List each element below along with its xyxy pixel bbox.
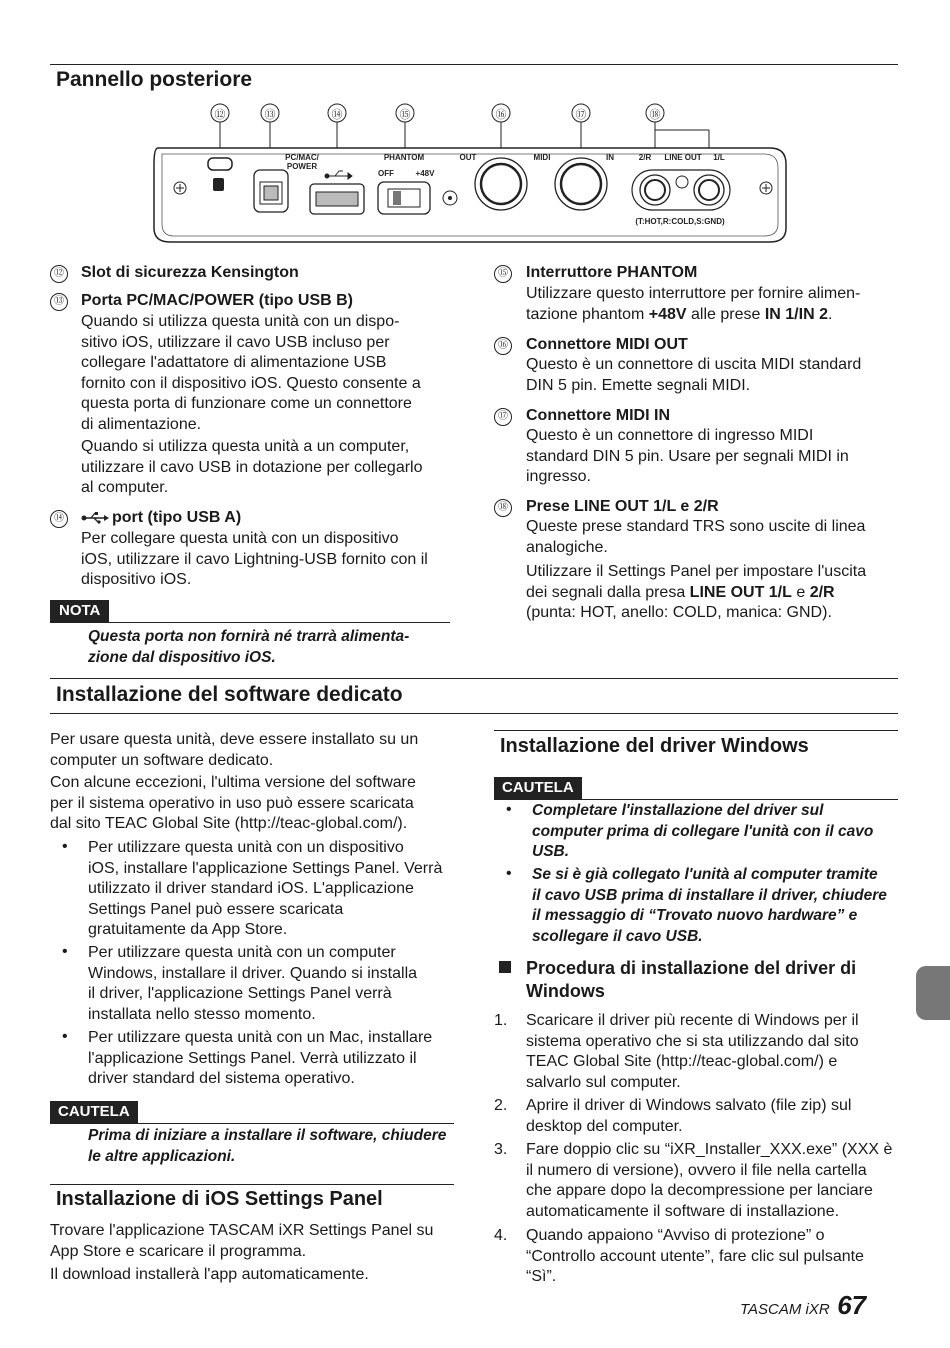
step-number: 4. [494,1227,508,1244]
item-18-paragraph-2: Utilizzare il Settings Panel per impostare l'uscita dei segnali dalla presa LINE OUT 1/L e 2/R (punta: HOT, anello: COLD, manica: GND). [526,563,867,621]
cautela-bullet-1: Completare l'installazione del driver sul computer prima di collegare l'unità con il cavo USB. [532,802,874,860]
install-intro-2: Con alcune eccezioni, l'ultima versione del software per il sistema operativo in uso può essere scaricata dal sito TEAC Global Site (http://teac-global.com/). [50,774,416,832]
label-2r: 2/R [638,153,652,162]
item-15-paragraph: Utilizzare questo interruttore per fornire alimen- tazione phantom +48V alle prese IN 1/IN 2. [526,285,861,323]
item-15-title: Interruttore PHANTOM [526,264,698,281]
install-bullet-mac: Per utilizzare questa unità con un Mac, installare l'applicazione Settings Panel. Verrà utilizzato il driver standard del sistema operativo. [88,1029,433,1087]
bullet-dot: • [62,838,68,855]
item-13-paragraph-1: Quando si utilizza questa unità con un dispo- sitivo iOS, utilizzare il cavo USB incluso per collegare l'adattatore di alimentazione USB fornito con il dispositivo iOS. Questo consente a questa porta di funzionare come un connettore di alimentazione. [81,313,421,433]
callout-17: ⑰ [575,109,587,121]
item-17-number: ⑰ [494,408,512,426]
callout-13: ⑬ [264,109,276,121]
page-footer [740,1290,866,1321]
label-off: OFF [378,169,394,178]
cautela-text-install: Prima di iniziare a installare il software, chiudere le altre applicazioni. [88,1127,447,1165]
item-18-title: Prese LINE OUT 1/L e 2/R [526,498,719,515]
step-1: Scaricare il driver più recente di Windows per il sistema operativo che si sta utilizzando dal sito TEAC Global Site (http://teac-global.com/) e salvarlo sul computer. [526,1012,859,1091]
bullet-dot: • [62,1028,68,1045]
bullet-dot: • [506,865,512,882]
item-14-number: ⑭ [50,510,68,528]
label-out: OUT [459,153,477,162]
callout-15: ⑮ [399,109,411,121]
label-phantom: PHANTOM [383,153,425,162]
cautela-bullet-2: Se si è già collegato l'unità al computer tramite il cavo USB prima di installare il driver, chiudere il messaggio di “Trovato nuovo hardware” e scollegare il cavo USB. [532,866,887,945]
label-trs: (T:HOT,R:COLD,S:GND) [635,217,725,226]
item-13-paragraph-2: Quando si utilizza questa unità a un computer, utilizzare il cavo USB in dotazione per collegarlo al computer. [81,438,423,496]
install-intro-1: Per usare questa unità, deve essere installato su un computer un software dedicato. [50,731,419,769]
item-17-title: Connettore MIDI IN [526,407,670,424]
rear-panel-diagram [150,100,790,245]
chapter-side-tab [916,966,950,1020]
step-number: 3. [494,1141,508,1158]
label-pc-mac: PC/MAC/ [285,153,319,162]
label-power: POWER [286,162,318,171]
label-1l: 1/L [713,153,725,162]
section-title-windows: Installazione del driver Windows [500,735,809,757]
section-title-install: Installazione del software dedicato [56,683,403,706]
label-midi: MIDI [533,153,551,162]
section-title-ios: Installazione di iOS Settings Panel [56,1188,383,1210]
nota-tag: NOTA [50,600,109,622]
step-number: 2. [494,1097,508,1114]
item-12-number: ⑫ [50,265,68,283]
cautela-tag-windows: CAUTELA [494,777,582,799]
step-number: 1. [494,1012,508,1029]
item-18-paragraph-1: Queste prese standard TRS sono uscite di linea analogiche. [526,518,866,556]
item-16-paragraph: Questo è un connettore di uscita MIDI standard DIN 5 pin. Emette segnali MIDI. [526,356,862,394]
item-13-number: ⑬ [50,293,68,311]
footer-brand: TASCAM iXR [740,1301,830,1318]
item-14-title: port (tipo USB A) [81,508,241,529]
bullet-dot: • [62,943,68,960]
item-16-title: Connettore MIDI OUT [526,336,688,353]
step-3: Fare doppio clic su “iXR_Installer_XXX.exe” (XXX è il numero di versione), ovvero il file nella cartella che appare dopo la decompressione per lanciare automaticamente il software di installazione. [526,1141,893,1220]
page-number: 67 [837,1290,867,1320]
ios-paragraph-1: Trovare l'applicazione TASCAM iXR Settings Panel su App Store e scaricare il programma. [50,1222,434,1260]
square-bullet-icon [499,961,511,973]
label-line-out: LINE OUT [664,153,702,162]
procedure-title: Procedura di installazione del driver di Windows [526,958,857,1001]
callout-16: ⑯ [495,109,507,121]
item-18-number: ⑱ [494,499,512,517]
callout-14: ⑭ [331,109,343,121]
usb-icon [81,512,109,524]
label-in: IN [606,153,614,162]
install-bullet-windows: Per utilizzare questa unità con un computer Windows, installare il driver. Quando si installa il driver, l'applicazione Settings Panel verrà installata nello stesso momento. [88,944,418,1023]
install-bullet-ios: Per utilizzare questa unità con un dispositivo iOS, installare l'applicazione Settings Panel. Verrà utilizzato il driver standard iOS. L'applicazione Settings Panel può essere scaricata gratuitamente da App Store. [88,839,443,938]
callout-18: ⑱ [649,109,661,121]
item-13-title: Porta PC/MAC/POWER (tipo USB B) [81,292,353,309]
item-12-title: Slot di sicurezza Kensington [81,264,299,281]
ios-paragraph-2: Il download installerà l'app automaticamente. [50,1266,369,1283]
step-4: Quando appaiono “Avviso di protezione” o “Controllo account utente”, fare clic sul pulsante “Sì”. [526,1227,864,1285]
callout-12: ⑫ [214,109,226,121]
label-48v: +48V [415,169,435,178]
nota-text: Questa porta non fornirà né trarrà alimenta- zione dal dispositivo iOS. [88,628,410,666]
section-title-rear-panel: Pannello posteriore [56,68,253,91]
cautela-tag-install: CAUTELA [50,1101,138,1123]
bullet-dot: • [506,801,512,818]
item-16-number: ⑯ [494,337,512,355]
item-17-paragraph: Questo è un connettore di ingresso MIDI standard DIN 5 pin. Usare per segnali MIDI in ingresso. [526,427,849,485]
step-2: Aprire il driver di Windows salvato (file zip) sul desktop del computer. [526,1097,852,1135]
item-14-paragraph: Per collegare questa unità con un dispositivo iOS, utilizzare il cavo Lightning-USB fornito con il dispositivo iOS. [81,530,428,588]
item-15-number: ⑮ [494,265,512,283]
